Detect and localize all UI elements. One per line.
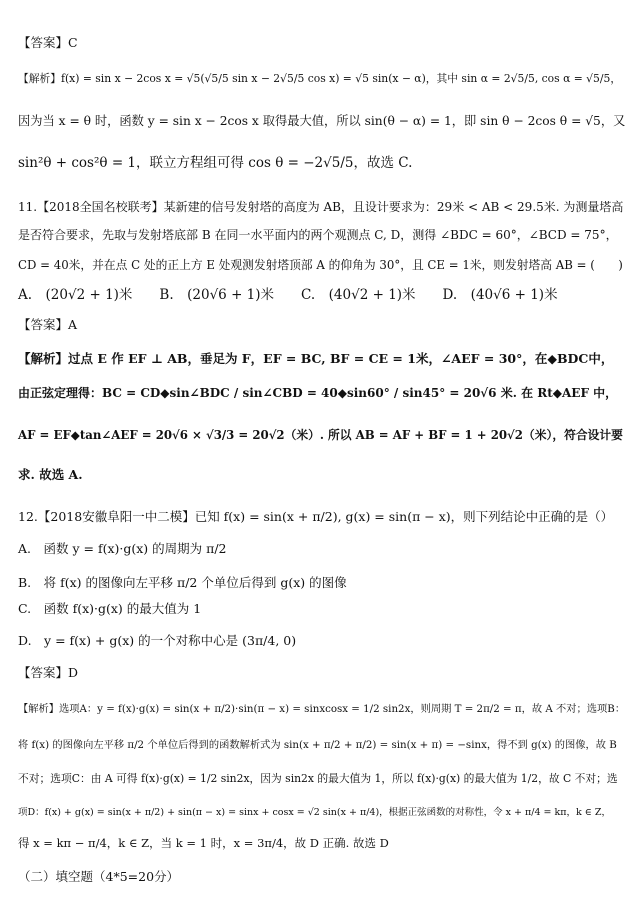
solution-q11-line3: AF = EF◆tan∠AEF = 20√6 × √3/3 = 20√2（米）. 所以 AB = AF + BF = 1 + 20√2（米），符合设计要 [18, 428, 623, 442]
question-11-line3: CD = 40米，并在点 C 处的正上方 E 处观测发射塔顶部 A 的仰角为 30°，且 CE = 1米，则发射塔高 AB = ( ) [18, 258, 623, 272]
question-11-line2: 是否符合要求，先取与发射塔底部 B 在同一水平面内的两个观测点 C, D，测得 ∠BDC = 60°，∠BCD = 75°， [18, 228, 618, 242]
solution-q10-line2: 因为当 x = θ 时，函数 y = sin x − 2cos x 取得最大值，所以 sin(θ − α) = 1，即 sin θ − 2cos θ = √5，又 [18, 114, 626, 128]
answer-q10: 【答案】C [18, 35, 78, 50]
solution-q11-line4: 求. 故选 A. [18, 467, 83, 482]
question-12-option-c: C. 函数 f(x)·g(x) 的最大值为 1 [18, 601, 202, 616]
question-12-option-d: D. y = f(x) + g(x) 的一个对称中心是 (3π/4, 0) [18, 633, 297, 648]
solution-q10-line1: 【解析】f(x) = sin x − 2cos x = √5(√5/5 sin x − 2√5/5 cos x) = √5 sin(x − α)，其中 sin α = 2√5/5, cos α = √5/5， [18, 72, 622, 85]
section-heading-fill-in: （二）填空题（4*5=20分） [18, 869, 180, 884]
solution-q12-line4: 项D：f(x) + g(x) = sin(x + π/2) + sin(π − x) = sinx + cosx = √2 sin(x + π/4)，根据正弦函数的对称性，令 x + π/4 = kπ，k ∈ Z， [18, 807, 611, 818]
question-11-options: A. (20√2 + 1)米 B. (20√6 + 1)米 C. (40√2 + 1)米 D. (40√6 + 1)米 [18, 287, 558, 303]
solution-q12-line1: 【解析】选项A：y = f(x)·g(x) = sin(x + π/2)·sin(π − x) = sinxcosx = 1/2 sin2x，则周期 T = 2π/2 = π，故 A 不对；选项B： [18, 703, 626, 715]
solution-q10-line3: sin²θ + cos²θ = 1，联立方程组可得 cos θ = −2√5/5，故选 C. [18, 155, 413, 171]
question-12-option-a: A. 函数 y = f(x)·g(x) 的周期为 π/2 [18, 541, 227, 556]
solution-q12-line5: 得 x = kπ − π/4，k ∈ Z，当 k = 1 时，x = 3π/4，故 D 正确. 故选 D [18, 836, 389, 850]
solution-q12-line3: 不对；选项C：由 A 可得 f(x)·g(x) = 1/2 sin2x，因为 sin2x 的最大值为 1，所以 f(x)·g(x) 的最大值为 1/2，故 C 不对；选 [18, 772, 618, 785]
solution-q11-line2: 由正弦定理得：BC = CD◆sin∠BDC / sin∠CBD = 40◆sin60° / sin45° = 20√6 米. 在 Rt◆AEF 中， [18, 386, 618, 400]
solution-q12-line2: 将 f(x) 的图像向左平移 π/2 个单位后得到的函数解析式为 sin(x + π/2 + π/2) = sin(x + π) = −sinx，得不到 g(x) 的图像，故 B [18, 739, 617, 751]
question-12-stem: 12.【2018安徽阜阳一中二模】已知 f(x) = sin(x + π/2), g(x) = sin(π − x)，则下列结论中正确的是（） [18, 509, 614, 524]
solution-q11-line1: 【解析】过点 E 作 EF ⊥ AB，垂足为 F，EF = BC, BF = CE = 1米，∠AEF = 30°，在◆BDC中， [18, 351, 614, 366]
question-11-line1: 11.【2018全国名校联考】某新建的信号发射塔的高度为 AB，且设计要求为：29米 < AB < 29.5米. 为测量塔高 [18, 200, 624, 214]
answer-q12: 【答案】D [18, 665, 79, 680]
answer-q11: 【答案】A [18, 317, 78, 332]
question-12-option-b: B. 将 f(x) 的图像向左平移 π/2 个单位后得到 g(x) 的图像 [18, 575, 347, 590]
